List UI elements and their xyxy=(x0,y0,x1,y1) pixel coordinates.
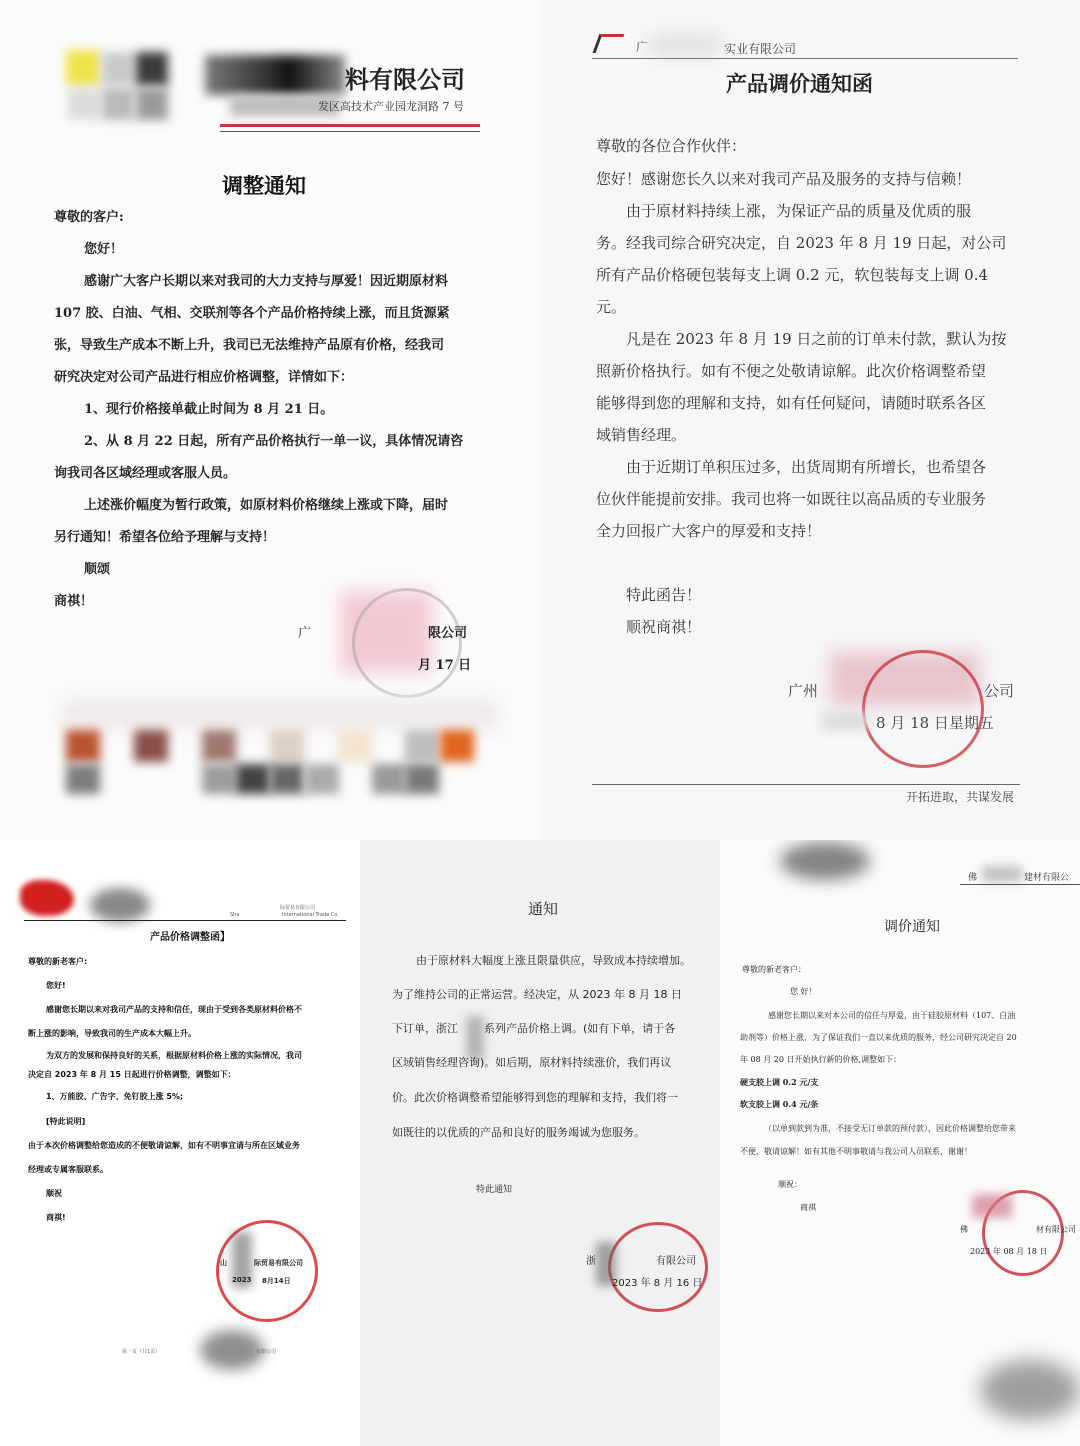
body-line: 张，导致生产成本不断上升，我司已无法维持产品原有价格，经我司 xyxy=(54,338,445,353)
body-line: 107 胶、白油、气相、交联剂等各个产品价格持续上涨，而且货源紧 xyxy=(54,306,450,321)
body-line: 断上涨的影响，导致我司的生产成本大幅上升。 xyxy=(28,1029,196,1038)
signature-date: 2023 年 8 月 16 日 xyxy=(612,1278,703,1289)
company-header: 建材有限公 xyxy=(1024,873,1070,883)
document-title: 产品价格调整函】 xyxy=(150,932,230,943)
notice-document-1 xyxy=(0,0,540,840)
redacted-company xyxy=(650,36,720,54)
company-prefix: 广 xyxy=(636,40,649,54)
body-line: 由于近期订单积压过多，出货周期有所增长，也希望各 xyxy=(626,458,987,476)
ink-brush-decoration xyxy=(200,1330,264,1370)
body-line: 决定自 2023 年 8 月 15 日起进行价格调整，调整如下： xyxy=(28,1070,236,1079)
closing: 顺祝商祺！ xyxy=(626,618,702,636)
body-line: （以单到款到为准，不接受无订单款的预付款），因此价格调整给您带来 xyxy=(764,1124,1016,1133)
body-line: 如既往的以优质的产品和良好的服务竭诚为您服务。 xyxy=(392,1126,645,1139)
closing: 顺祝 xyxy=(46,1189,62,1198)
body-line: 凡是在 2023 年 8 月 19 日之前的订单未付款，默认为按 xyxy=(626,330,1007,348)
salutation: 尊敬的各位合作伙伴： xyxy=(596,137,747,155)
ink-brush-decoration xyxy=(980,1360,1080,1420)
header-rule-thin xyxy=(220,131,480,132)
body-line: 区域销售经理咨询)。如后期，原材料持续涨价，我们再议 xyxy=(392,1056,672,1069)
list-item: 硬支胶上调 0.2 元/支 xyxy=(740,1077,819,1087)
notice-document-5 xyxy=(720,840,1080,1446)
header-rule xyxy=(220,124,480,127)
body-line: 上述涨价幅度为暂行政策，如原材料价格继续上涨或下降，届时 xyxy=(84,498,449,513)
greeting: 您 好！ xyxy=(790,987,817,996)
body-line: 不便，敬请谅解！如有其他不明事敬请与我公司人员联系，谢谢！ xyxy=(740,1147,972,1156)
signature-company-suffix: 际贸易有限公司 xyxy=(254,1259,303,1267)
closing: 特此函告！ xyxy=(626,586,702,604)
list-item: 1、现行价格接单截止时间为 8 月 21 日。 xyxy=(84,402,334,417)
ink-splash-decoration xyxy=(20,880,74,916)
signature-date-prefix: 2023 xyxy=(232,1276,252,1284)
body-line: 为双方的发展和保持良好的关系，根据原材料价格上涨的实际情况，我司 xyxy=(46,1051,302,1060)
company-seal xyxy=(608,1222,708,1312)
body-line: 照新价格执行。如有不便之处敬请谅解。此次价格调整希望 xyxy=(596,362,987,380)
redacted-company xyxy=(972,1194,1012,1218)
company-header: 料有限公司 xyxy=(345,65,465,94)
list-item: 询我司各区域经理或客服人员。 xyxy=(54,466,237,481)
footer-slogan: 开拓进取，共谋发展 xyxy=(906,790,1015,804)
company-header: 际贸易有限公司 xyxy=(280,905,316,911)
company-seal xyxy=(862,650,984,768)
body-line: 由于原材料持续上涨，为保证产品的质量及优质的服 xyxy=(626,202,972,220)
company-seal xyxy=(352,588,462,698)
body-line: 能够得到您的理解和支持，如有任何疑问，请随时联系各区 xyxy=(596,394,987,412)
company-header-left: Sha xyxy=(230,912,240,918)
body-line: 助剂等）价格上涨，为了保证我们一直以来优质的服务，经公司研究决定自 20 xyxy=(740,1033,1017,1042)
document-title: 产品调价通知函 xyxy=(726,71,873,96)
redacted-company xyxy=(982,866,1022,882)
body-line: 元。 xyxy=(596,298,627,316)
closing: 商祺！ xyxy=(54,594,94,609)
signature-company-suffix: 限公司 xyxy=(428,626,468,641)
body-line: 位伙伴能提前安排。我司也将一如既往以高品质的专业服务 xyxy=(596,490,987,508)
ink-brush-decoration xyxy=(780,842,870,880)
body-line: 感谢您长期以来对我司产品的支持和信任，现由于受到各类原材料价格不 xyxy=(46,1005,302,1014)
page-number: 第一页（共1页） xyxy=(122,1349,161,1355)
document-title: 调价通知 xyxy=(884,919,940,935)
body-line: 价。此次价格调整希望能够得到您的理解和支持，我们将一 xyxy=(392,1091,678,1104)
greeting: 您好！ xyxy=(84,242,124,257)
company-address: 发区高技术产业园龙洞路 7 号 xyxy=(318,100,464,113)
body-line: 域销售经理。 xyxy=(596,426,687,444)
signature-company-suffix: 公司 xyxy=(984,682,1015,700)
header-rule xyxy=(960,884,1080,885)
salutation: 尊敬的新老客户： xyxy=(742,965,806,974)
salutation: 尊敬的新老客户: xyxy=(28,957,88,966)
closing: 商祺! xyxy=(46,1213,66,1222)
footer-company: 有限公司 xyxy=(256,1349,277,1355)
closing: 商祺 xyxy=(800,1203,816,1212)
notice-document-4 xyxy=(360,840,720,1446)
signature-company-suffix: 材有限公司 xyxy=(1036,1225,1076,1234)
notice-document-2 xyxy=(540,0,1080,840)
company-english-name: International Trade Co. xyxy=(282,912,339,918)
body-line: 年 08 月 20 日开始执行新的价格,调整如下： xyxy=(740,1055,902,1064)
signature-date: 8 月 18 日星期五 xyxy=(876,714,994,732)
body-line: 感谢广大客户长期以来对我司的大力支持与厚爱！因近期原材料 xyxy=(84,274,449,289)
body-line: 感谢您长期以来对本公司的信任与厚爱，由于硅胶原材料（107、白油 xyxy=(768,1011,1016,1020)
signature-company-prefix: 广 xyxy=(298,626,312,641)
signature-company-prefix: 广州 xyxy=(788,682,819,700)
body-line: 由于本次价格调整给您造成的不便敬请谅解，如有不明事宜请与所在区域业务 xyxy=(28,1141,300,1150)
notice-document-3 xyxy=(0,840,360,1446)
body-line: 由于原材料大幅度上涨且限量供应，导致成本持续增加。 xyxy=(416,954,691,967)
company-logo-icon xyxy=(593,34,625,53)
closing: 顺颂 xyxy=(84,562,111,577)
signature-date: 8月14日 xyxy=(262,1277,291,1285)
body-line: 所有产品价格硬包装每支上调 0.2 元，软包装每支上调 0.4 xyxy=(596,266,989,284)
signature-company-prefix: 佛 xyxy=(960,1225,968,1234)
body-line: 另行通知！希望各位给予理解与支持！ xyxy=(54,530,276,545)
signature-company-prefix: 浙 xyxy=(586,1256,596,1267)
body-line: 全力回报广大客户的厚爱和支持！ xyxy=(596,522,822,540)
salutation: 尊敬的客户: xyxy=(54,210,124,225)
signature-company-suffix: 有限公司 xyxy=(656,1256,696,1267)
ink-brush-decoration xyxy=(90,888,150,922)
company-header: 实业有限公司 xyxy=(724,42,797,56)
list-item: 1、万能胶、广告字、免钉胶上涨 5%; xyxy=(46,1092,184,1101)
list-item: 软支胶上调 0.4 元/条 xyxy=(740,1099,819,1109)
body-line: 研究决定对公司产品进行相应价格调整，详情如下： xyxy=(54,370,354,385)
document-title: 调整通知 xyxy=(222,173,306,198)
body-line: 下订单，浙江 xyxy=(392,1022,458,1035)
document-title: 通知 xyxy=(528,900,559,918)
header-rule xyxy=(24,920,346,921)
closing: 顺祝： xyxy=(778,1180,802,1189)
redacted-year xyxy=(822,712,868,730)
list-item: 2、从 8 月 22 日起，所有产品价格执行一单一议，具体情况请咨 xyxy=(84,434,464,449)
greeting: 您好！感谢您长久以来对我司产品及服务的支持与信赖！ xyxy=(596,170,972,188)
footer-rule xyxy=(592,784,1020,785)
signature-date: 月 17 日 xyxy=(418,658,472,673)
special-note-heading: [特此说明] xyxy=(46,1117,86,1126)
body-line: 务。经我司综合研究决定，自 2023 年 8 月 19 日起，对公司 xyxy=(596,234,1007,252)
company-prefix: 佛 xyxy=(968,873,978,883)
closing: 特此通知 xyxy=(476,1185,513,1195)
header-rule xyxy=(592,58,1018,59)
signature-date: 2023 年 08 月 18 日 xyxy=(970,1247,1048,1256)
greeting: 您好! xyxy=(46,981,66,990)
body-line: 系列产品价格上调。(如有下单，请于各 xyxy=(484,1022,676,1035)
body-line: 经理或专属客服联系。 xyxy=(28,1165,108,1174)
body-line: 为了维持公司的正常运营。经决定，从 2023 年 8 月 18 日 xyxy=(392,988,682,1001)
signature-company-prefix: 山 xyxy=(220,1259,227,1267)
